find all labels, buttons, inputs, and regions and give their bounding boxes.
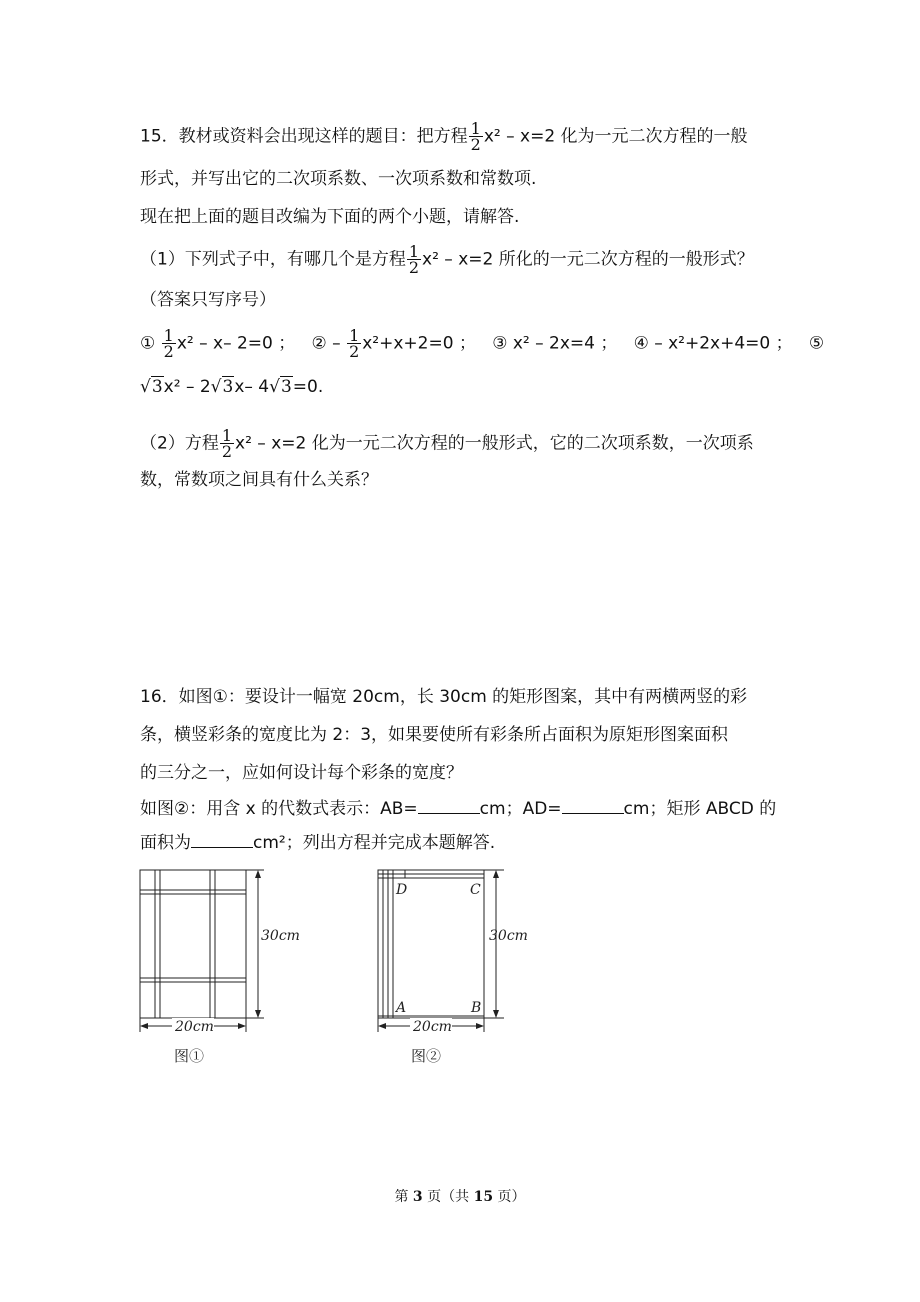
fig1-arrowhead-up xyxy=(255,870,261,878)
fig2-arrowhead-left xyxy=(378,1023,386,1029)
fig2-arrowhead-down xyxy=(493,1010,499,1018)
page-footer: 第 3 页（共 15 页） xyxy=(394,1189,526,1205)
fig1-arrowhead-right xyxy=(238,1023,246,1029)
q15-part1-note: （答案只写序号） xyxy=(140,290,276,310)
fraction-half: $\frac{1}{2}$ xyxy=(163,326,174,361)
q15-options-line: ① $\frac{1}{2}$ x² – x– 2=0 ； ② – $\frac{1}{2}$ x²+x+2=0 ； ③ x² – 2x=4 ； ④ – x²+2x+4=0 ； ⑤ xyxy=(140,326,825,361)
sqrt-3: √3 xyxy=(140,377,163,397)
sqrt-3: √3 xyxy=(210,377,234,397)
q15-part2: （2）方程 $\frac{1}{2}$ x² – x=2 化为一元二次方程的一般形式，它的二次项系数，一次项系 xyxy=(140,426,754,461)
q16-line4: 如图②：用含 x 的代数式表示：AB= cm；AD= cm；矩形 ABCD 的 xyxy=(140,799,777,819)
figure-1 xyxy=(130,862,310,1072)
fig2-height-label: 30cm xyxy=(489,928,528,944)
fig2-caption: 图② xyxy=(411,1047,442,1065)
fraction-half: $\frac{1}{2}$ xyxy=(408,242,420,277)
q16-line3: 的三分之一，应如何设计每个彩条的宽度？ xyxy=(140,763,463,783)
figure-2 xyxy=(370,862,550,1072)
answer-blank-ad[interactable] xyxy=(562,797,624,814)
q16-line5: 面积为 cm²；列出方程并完成本题解答. xyxy=(140,833,496,853)
fig2-corner-d: D xyxy=(396,882,408,898)
q15-part2-line2: 数，常数项之间具有什么关系？ xyxy=(140,470,378,490)
q15-option5: √3x² – 2√3x– 4√3=0. xyxy=(140,377,324,397)
q15-line1: 15．教材或资料会出现这样的题目：把方程 $\frac{1}{2}$ x² – x=2 化为一元二次方程的一般 xyxy=(140,119,748,154)
fig1-caption: 图① xyxy=(174,1047,205,1065)
fig2-corner-a: A xyxy=(396,1000,407,1016)
fig1-height-label: 30cm xyxy=(261,928,300,944)
answer-blank-area[interactable] xyxy=(191,831,253,848)
sqrt-3: √3 xyxy=(269,377,292,397)
q15-part1: （1）下列式子中，有哪几个是方程 $\frac{1}{2}$ x² – x=2 所化的一元二次方程的一般形式？ xyxy=(140,242,754,277)
fig2-corner-c: C xyxy=(470,882,481,898)
q16-line2: 条，横竖彩条的宽度比为 2：3，如果要使所有彩条所占面积为原矩形图案面积 xyxy=(140,725,729,745)
fig1-arrowhead-left xyxy=(140,1023,148,1029)
fraction-half: $\frac{1}{2}$ xyxy=(221,426,233,461)
q16-line1: 16．如图①：要设计一幅宽 20cm，长 30cm 的矩形图案，其中有两横两竖的彩 xyxy=(140,687,748,707)
fig2-arrowhead-up xyxy=(493,870,499,878)
fraction-half: $\frac{1}{2}$ xyxy=(349,326,360,361)
fig1-outer-rect xyxy=(140,870,246,1018)
fig1-arrowhead-down xyxy=(255,1010,261,1018)
fig2-arrowhead-right xyxy=(476,1023,484,1029)
fraction-half: $\frac{1}{2}$ xyxy=(470,119,481,154)
fig1-width-label: 20cm xyxy=(175,1019,214,1035)
fig2-outer-rect xyxy=(378,870,484,1018)
q15-line2: 形式，并写出它的二次项系数、一次项系数和常数项. xyxy=(140,169,537,189)
fig2-width-label: 20cm xyxy=(413,1019,452,1035)
answer-blank-ab[interactable] xyxy=(418,797,480,814)
fig2-corner-b: B xyxy=(471,1000,482,1016)
q15-line3: 现在把上面的题目改编为下面的两个小题，请解答. xyxy=(140,207,520,227)
